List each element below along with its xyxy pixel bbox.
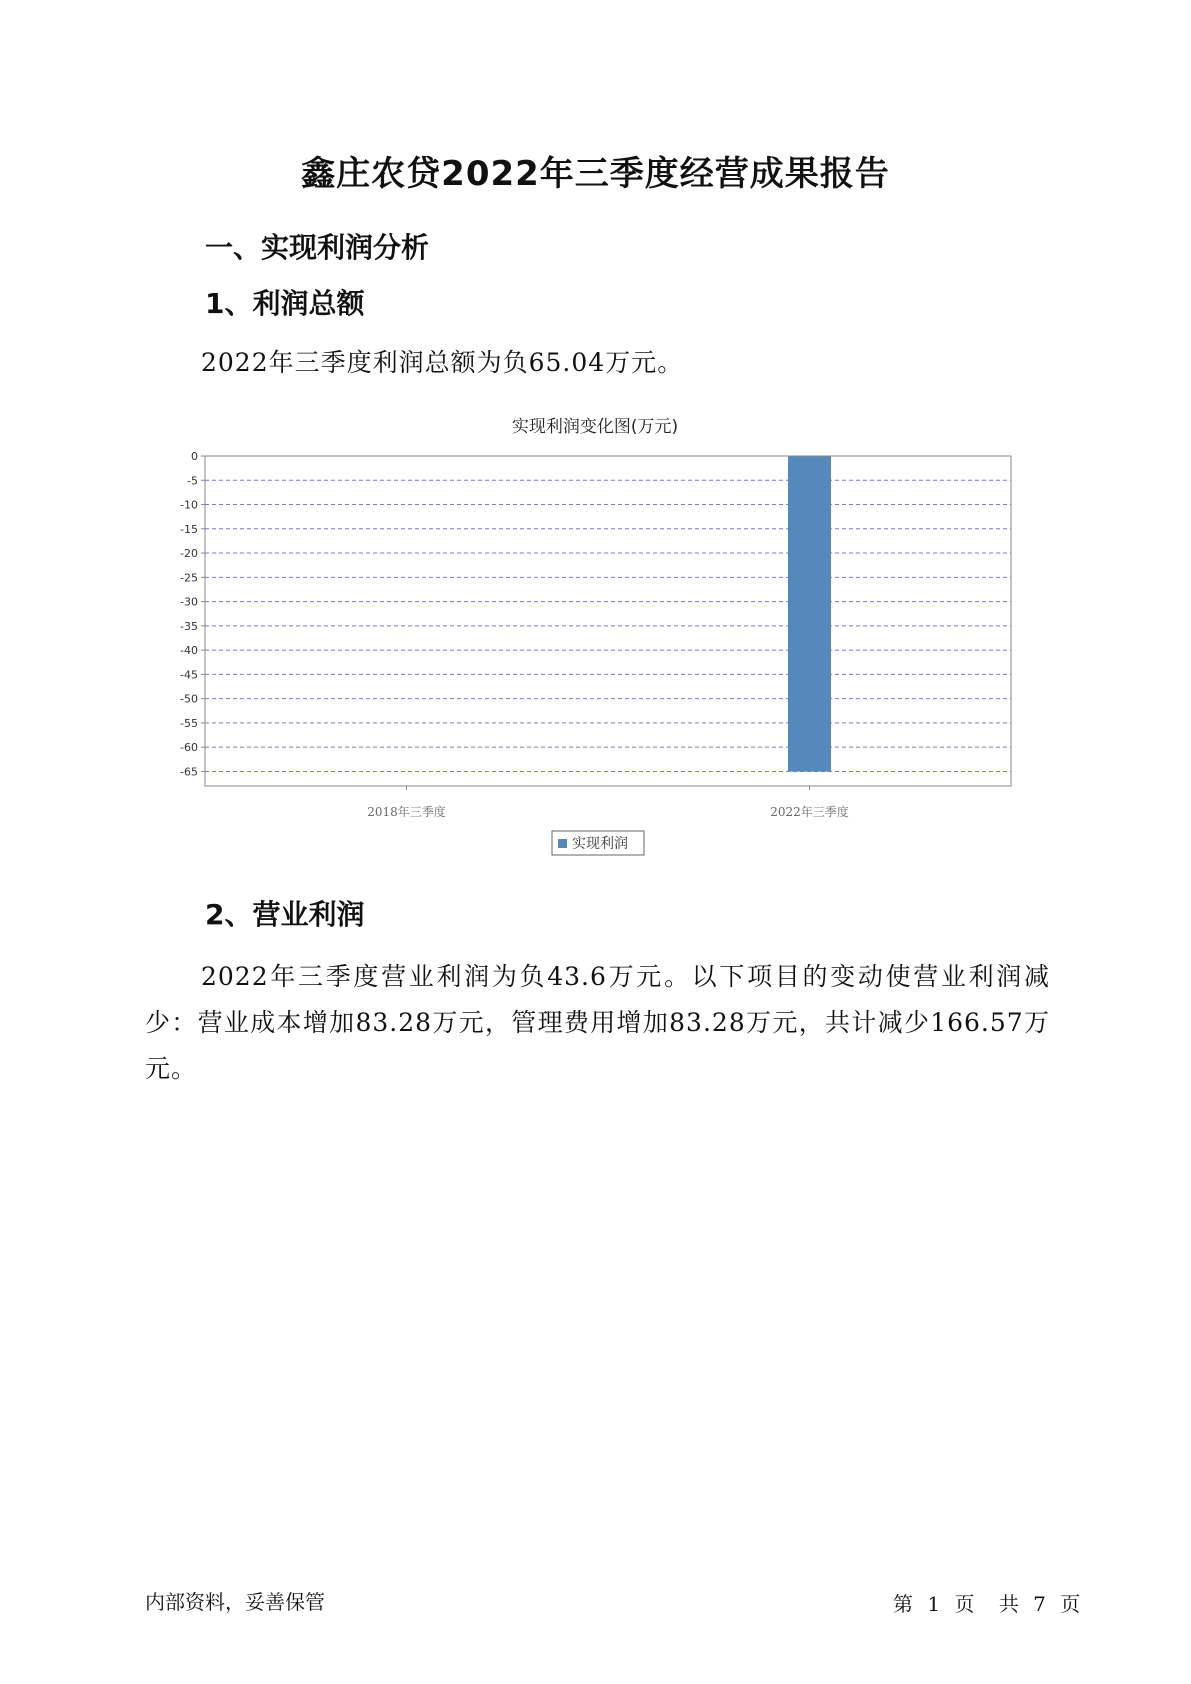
chart-y-tick-label: -10	[180, 498, 198, 512]
chart-plot-frame	[205, 456, 1011, 786]
chart-legend-swatch	[558, 839, 567, 848]
paragraph-total-profit: 2022年三季度利润总额为负65.04万元。	[201, 348, 684, 377]
chart-y-tick-label: -30	[180, 595, 198, 609]
chart-y-tick-label: -5	[187, 474, 198, 488]
chart-title: 实现利润变化图(万元)	[511, 417, 679, 437]
footer-confidential-note: 内部资料，妥善保管	[145, 1590, 325, 1614]
chart-x-tick-label: 2018年三季度	[367, 805, 446, 819]
chart-y-axis	[180, 450, 205, 778]
section-heading-profit-analysis: 一、实现利润分析	[205, 231, 430, 264]
document-title: 鑫庄农贷2022年三季度经营成果报告	[301, 154, 890, 194]
chart-bars	[788, 456, 831, 772]
chart-y-tick-label: -25	[180, 571, 198, 585]
footer-total-prefix: 共	[998, 1592, 1019, 1616]
profit-chart-svg	[150, 408, 1040, 868]
footer-page-mid: 页	[954, 1592, 975, 1616]
chart-y-tick-label: -55	[180, 716, 198, 730]
chart-y-tick-label: -60	[180, 741, 198, 755]
chart-y-tick-label: -50	[180, 692, 198, 706]
chart-legend	[552, 831, 644, 855]
chart-bar	[788, 456, 831, 772]
paragraph-operating-profit: 2022年三季度营业利润为负43.6万元。以下项目的变动使营业利润减少：营业成本增加83.28万元，管理费用增加83.28万元，共计减少166.57万元。	[145, 962, 1050, 1083]
chart-y-tick-label: -40	[180, 644, 198, 658]
footer-current-page: 1	[927, 1592, 941, 1616]
footer-page-number	[893, 1588, 1080, 1617]
subheading-total-profit: 1、利润总额	[205, 287, 365, 320]
footer-total-suffix: 页	[1060, 1592, 1081, 1616]
chart-y-tick-label: -15	[180, 522, 198, 536]
footer-page-prefix: 第	[893, 1592, 913, 1616]
chart-y-tick-label: 0	[191, 450, 198, 463]
chart-x-axis	[367, 786, 849, 819]
subheading-operating-profit: 2、营业利润	[205, 898, 365, 931]
footer-total-pages: 7	[1033, 1592, 1046, 1616]
chart-y-tick-label: -45	[180, 668, 198, 682]
chart-y-tick-label: -35	[180, 619, 198, 633]
chart-legend-label: 实现利润	[572, 836, 628, 852]
chart-x-tick-label: 2022年三季度	[770, 805, 849, 819]
chart-y-tick-label: -20	[180, 547, 198, 561]
profit-chart	[150, 408, 1040, 868]
chart-y-tick-label: -65	[180, 765, 198, 779]
chart-gridlines	[205, 480, 1011, 771]
